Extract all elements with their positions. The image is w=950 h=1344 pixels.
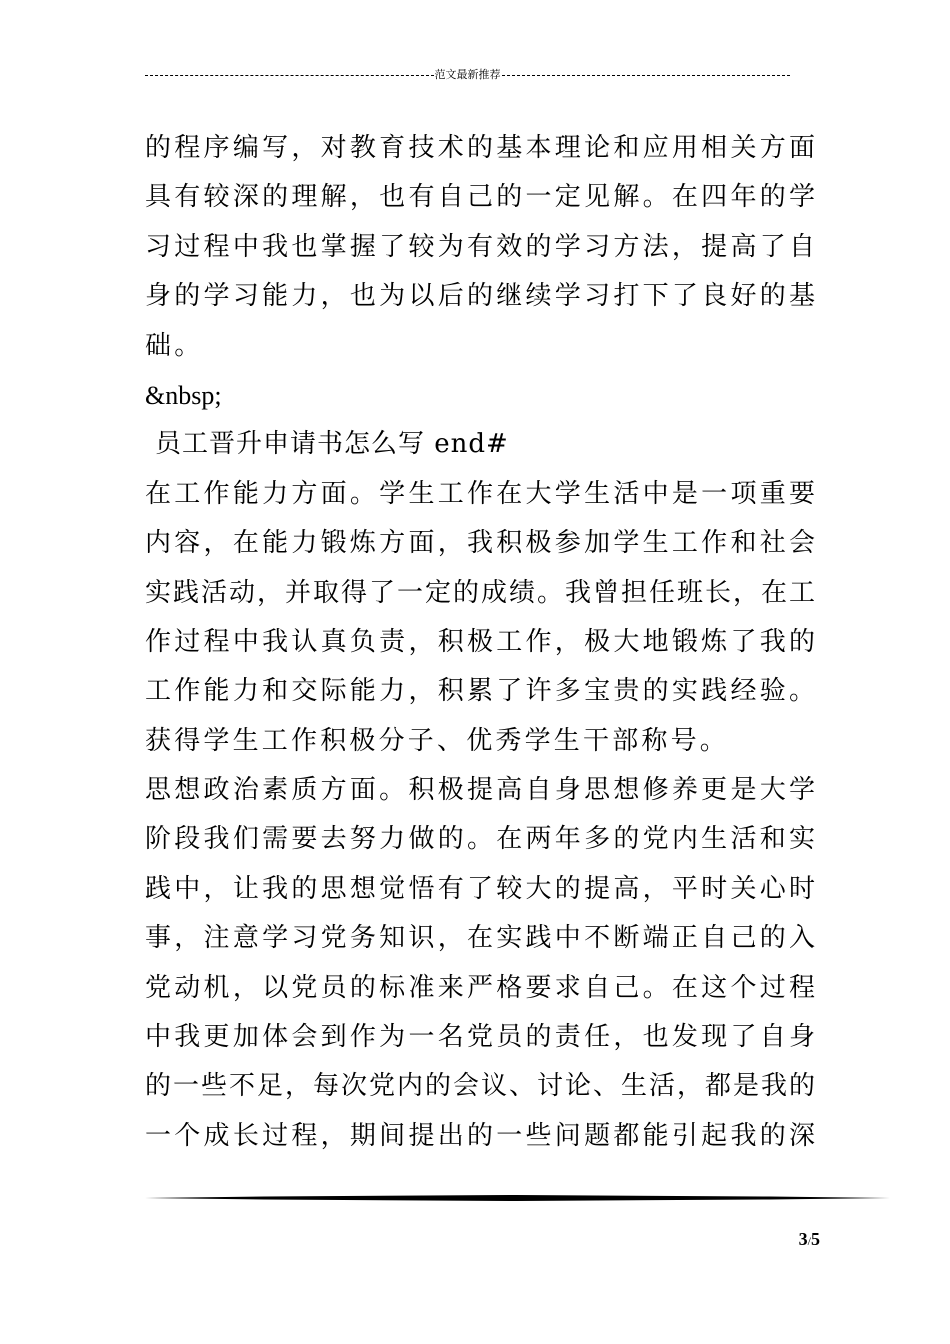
footer-rule [145, 1195, 890, 1201]
body-line: 的程序编写，对教育技术的基本理论和应用相关方面 [145, 133, 815, 163]
body-line-nbsp: &nbsp; [145, 380, 222, 410]
body-line: 础。 [145, 330, 204, 361]
page-number [760, 1229, 820, 1250]
page-separator: / [807, 1234, 811, 1248]
body-line: 在工作能力方面。学生工作在大学生活中是一项重要 [145, 478, 815, 509]
page-total: 5 [811, 1229, 820, 1249]
body-line: 作过程中我认真负责，积极工作，极大地锻炼了我的 [145, 626, 815, 657]
body-line: 实践活动，并取得了一定的成绩。我曾担任班长，在工 [145, 577, 815, 608]
body-line: 践中，让我的思想觉悟有了较大的提高，平时关心时 [145, 873, 815, 904]
header-dash-right [502, 75, 791, 76]
body-line: 身的学习能力，也为以后的继续学习打下了良好的基 [145, 281, 815, 312]
body-line: 思想政治素质方面。积极提高自身思想修养更是大学 [145, 775, 815, 806]
body-line: 事，注意学习党务知识，在实践中不断端正自己的入 [145, 923, 815, 954]
body-line: 工作能力和交际能力，积累了许多宝贵的实践经验。 [145, 676, 815, 707]
body-line: 的一些不足，每次党内的会议、讨论、生活，都是我的 [145, 1071, 815, 1102]
body-line: 具有较深的理解，也有自己的一定见解。在四年的学 [145, 182, 815, 213]
page-header [145, 64, 790, 86]
body-line: 中我更加体会到作为一名党员的责任，也发现了自身 [145, 1022, 815, 1053]
body-line: 习过程中我也掌握了较为有效的学习方法，提高了自 [145, 231, 815, 262]
section-title: 员工晋升申请书怎么写 end# [155, 429, 509, 460]
page-current: 3 [798, 1229, 808, 1249]
body-line: 获得学生工作积极分子、优秀学生干部称号。 [145, 725, 730, 756]
header-dash-left [145, 75, 434, 76]
body-line: 一个成长过程，期间提出的一些问题都能引起我的深 [145, 1120, 815, 1151]
header-title: 范文最新推荐 [434, 68, 501, 81]
body-line: 党动机，以党员的标准来严格要求自己。在这个过程 [145, 972, 815, 1003]
body-line: 阶段我们需要去努力做的。在两年多的党内生活和实 [145, 824, 815, 855]
body-line: 内容，在能力锻炼方面，我积极参加学生工作和社会 [145, 528, 815, 559]
document-body [145, 124, 815, 1161]
